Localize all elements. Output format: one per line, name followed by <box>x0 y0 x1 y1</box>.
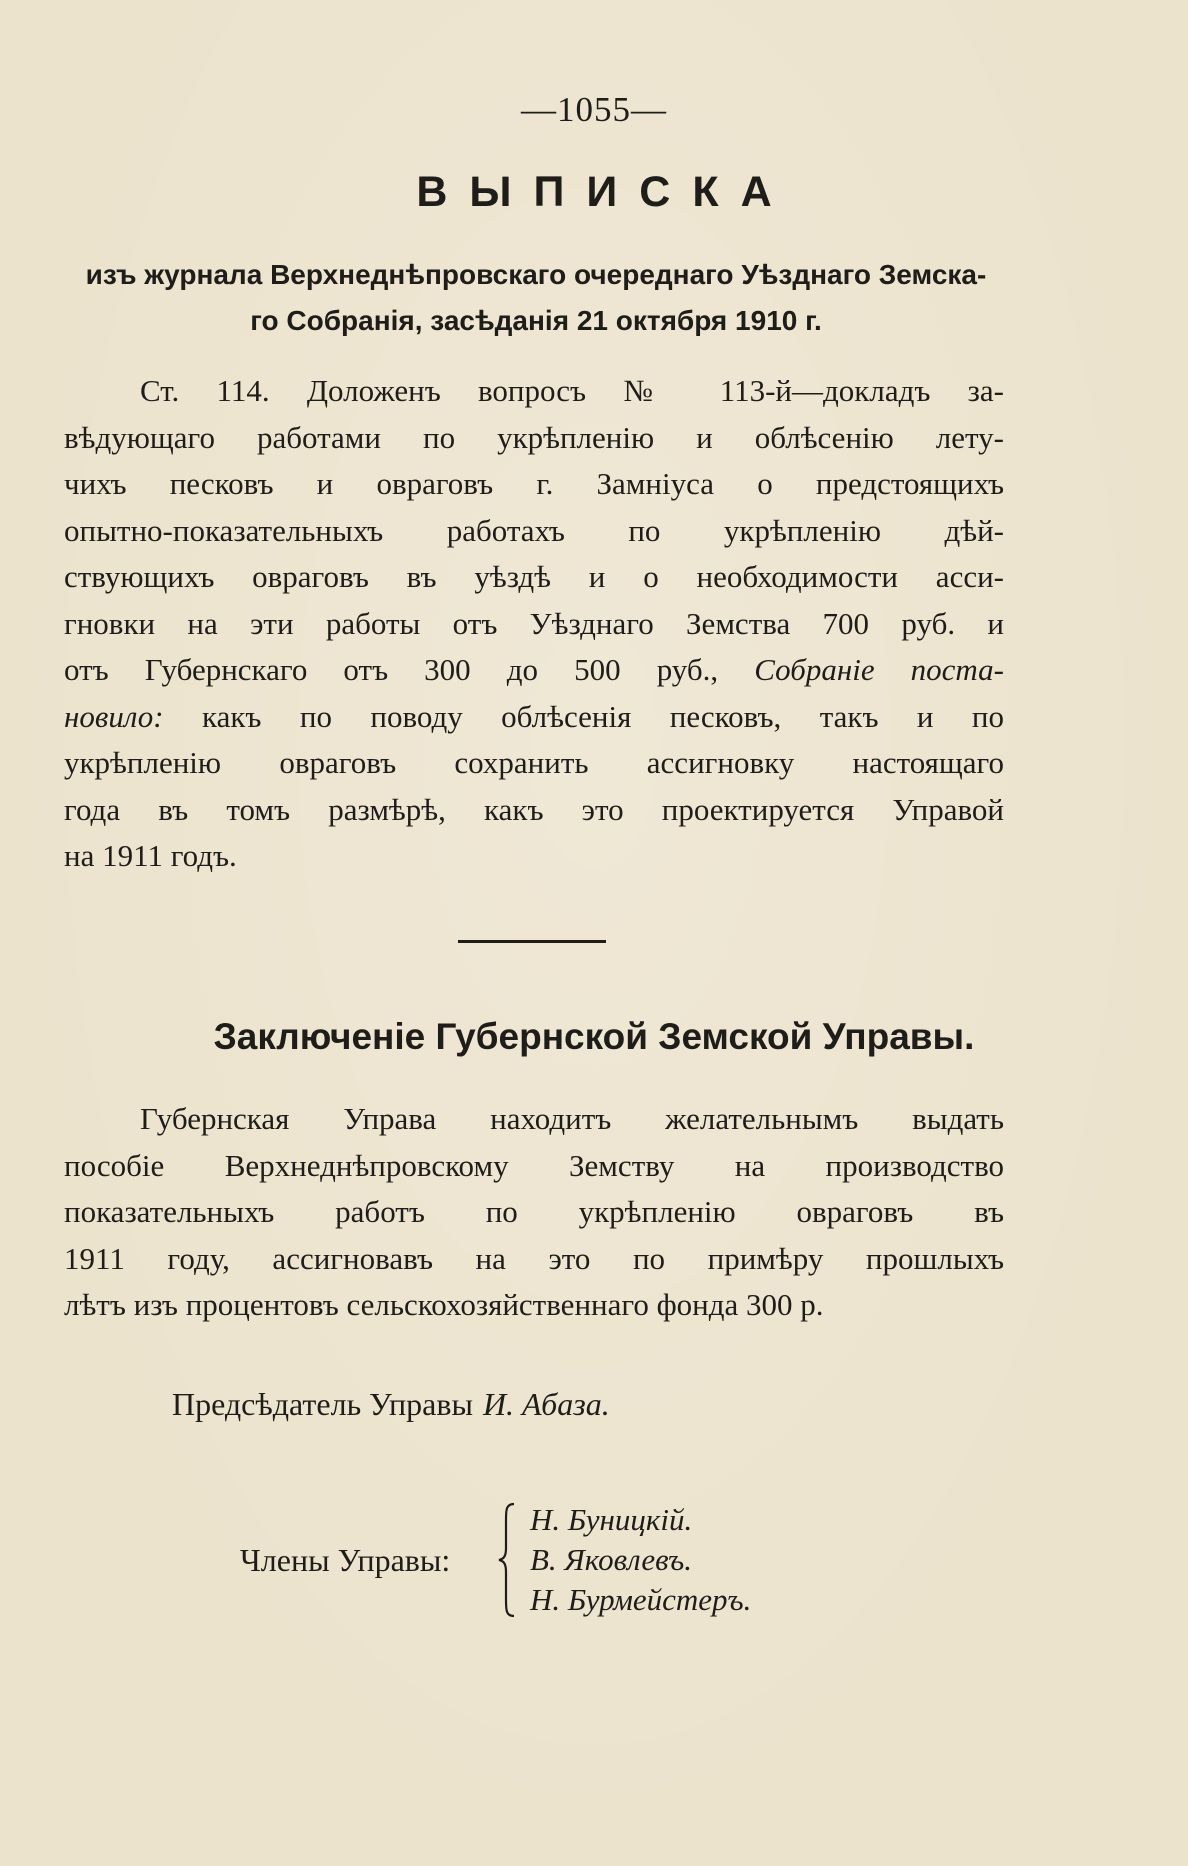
journal-extract-paragraph <box>64 368 1004 880</box>
chairman-label: Предсѣдатель Управы <box>172 1386 473 1422</box>
page-number: —1055— <box>521 90 667 129</box>
conclusion-heading: Заключеніе Губернской Земской Управы. <box>213 1016 975 1057</box>
paragraph-line: укрѣпленію овраговъ сохранить ассигновку настоящаго <box>64 745 1004 780</box>
paragraph-line: лѣтъ изъ процентовъ сельскохозяйственнаго фонда 300 р. <box>64 1287 824 1322</box>
member-names-list <box>530 1500 751 1620</box>
board-members <box>240 1500 840 1620</box>
conclusion-paragraph <box>64 1096 1004 1329</box>
subtitle-line: го Собранія, засѣданія 21 октября 1910 г. <box>250 305 822 336</box>
document-title: ВЫПИСКА <box>416 168 794 216</box>
paragraph-line: Ст. 114. Доложенъ вопросъ № 113-й—докладъ за- <box>140 373 1004 408</box>
document-subtitle <box>66 252 1006 344</box>
paragraph-text: отъ Губернскаго отъ 300 до 500 руб., <box>64 652 719 687</box>
member-name: Н. Буницкій. <box>530 1502 693 1537</box>
paragraph-line: чихъ песковъ и овраговъ г. Замніуса о предстоящихъ <box>64 466 1004 501</box>
paragraph-text: какъ по поводу облѣсенія песковъ, такъ и по <box>163 698 1004 734</box>
paragraph-line: на 1911 годъ. <box>64 838 237 873</box>
member-name: Н. Бурмейстеръ. <box>530 1582 752 1617</box>
paragraph-line: Губернская Управа находитъ желательнымъ выдать <box>140 1101 1004 1136</box>
resolution-italic: новило: <box>64 698 164 734</box>
section-divider <box>458 940 606 943</box>
chairman-name: И. Абаза. <box>482 1386 610 1422</box>
paragraph-line: ствующихъ овраговъ въ уѣздѣ и о необходимости асси- <box>64 559 1004 594</box>
chairman-signature <box>172 1386 610 1423</box>
members-label: Члены Управы: <box>240 1542 451 1578</box>
paragraph-line <box>64 647 1004 694</box>
paragraph-line: пособіе Верхнеднѣпровскому Земству на производство <box>64 1147 1004 1183</box>
paragraph-line: вѣдующаго работами по укрѣпленію и облѣсенію лету- <box>64 419 1004 455</box>
paragraph-line <box>64 694 1004 741</box>
curly-brace-icon <box>496 1500 518 1620</box>
subtitle-line: изъ журнала Верхнеднѣпровскаго очереднаго Уѣзднаго Земска- <box>85 259 987 290</box>
paragraph-line: года въ томъ размѣрѣ, какъ это проектируется Управой <box>64 791 1004 827</box>
resolution-italic: Собраніе поста- <box>754 652 1005 687</box>
paragraph-line: 1911 году, ассигновавъ на это по примѣру прошлыхъ <box>64 1240 1004 1276</box>
paragraph-line: опытно-показательныхъ работахъ по укрѣпленію дѣй- <box>64 512 1004 548</box>
member-name: В. Яковлевъ. <box>530 1542 693 1577</box>
paragraph-line: гновки на эти работы отъ Уѣзднаго Земства 700 руб. и <box>64 605 1004 641</box>
paragraph-line: показательныхъ работъ по укрѣпленію овраговъ въ <box>64 1194 1004 1229</box>
